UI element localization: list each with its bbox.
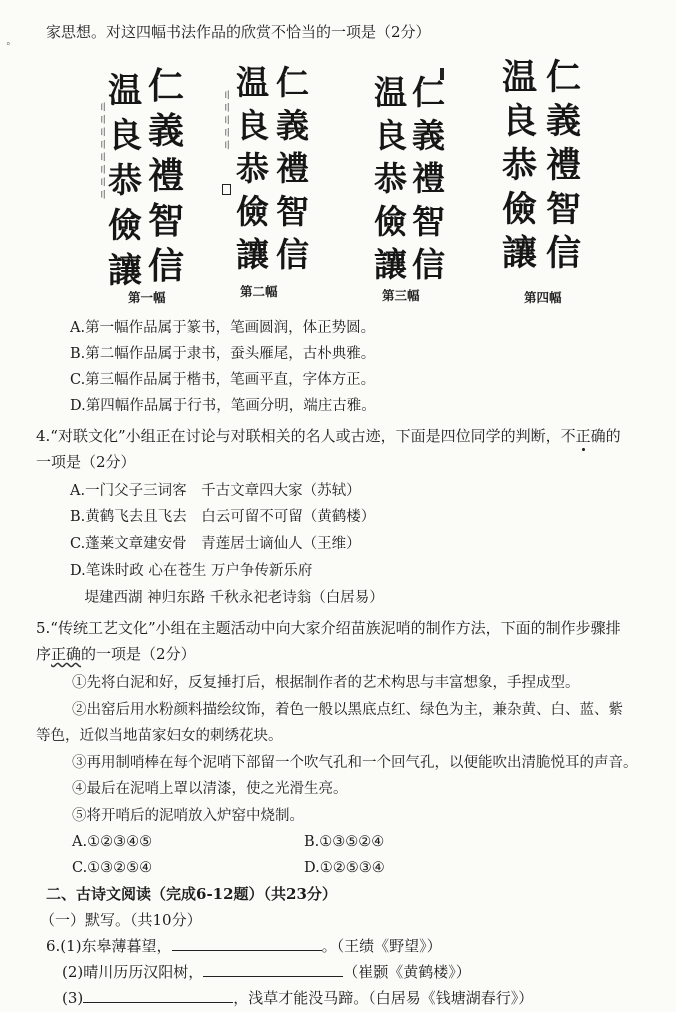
panel-4-char: 恭	[502, 145, 538, 186]
panel-4-char: 良	[502, 101, 538, 142]
q6-item-1	[46, 936, 442, 956]
q3-stem-tail: 家思想。对这四幅书法作品的欣赏不恰当的一项是（2分）	[46, 23, 431, 41]
q6-item-2-source: （崔颢《黄鹤楼》）	[343, 963, 471, 981]
q4-stem-line-1	[36, 426, 621, 446]
q5-option-c: C.①③②⑤④	[72, 860, 153, 876]
panel-1-inscription: 〢〢〢〢〢〢〢〢	[96, 102, 107, 202]
panel-2-char: 讓	[236, 235, 269, 274]
q4-option-c: C.蓬莱文章建安骨 青莲居士谪仙人（王维）	[70, 536, 361, 552]
q4-emphasis	[561, 427, 606, 445]
panel-2-char: 恭	[236, 149, 269, 188]
panel-1-char: 恭	[108, 161, 142, 201]
panel-1-char: 信	[148, 245, 185, 287]
panel-1-char: 禮	[148, 155, 185, 197]
panel-2-char: 仁	[276, 63, 309, 102]
q6-item-3-blank[interactable]	[83, 988, 233, 1003]
q4-option-a: A.一门父子三词客 千古文章四大家（苏轼）	[70, 483, 361, 499]
panel-4-char: 禮	[546, 145, 582, 186]
q5-stem-text-end: 的一项是（2分）	[81, 645, 196, 663]
q3-option-b: B.第二幅作品属于隶书，蚕头雁尾，古朴典雅。	[70, 346, 376, 362]
q6-item-2-text: (2)晴川历历汉阳树，	[62, 963, 204, 981]
q4-option-d: D.笔诛时政 心在苍生 万户争传新乐府	[70, 563, 313, 579]
q5-step-4: ④最后在泥哨上罩以清漆，使之光滑生亮。	[72, 781, 348, 797]
q4-option-d-cont: 堤建西湖 神归东路 千秋永祀老诗翁（白居易）	[70, 590, 384, 606]
q4-stem-line-2: 一项是（2分）	[36, 453, 136, 471]
calligraphy-panel-4	[500, 56, 590, 281]
q3-option-d: D.第四幅作品属于行书，笔画分明，端庄古雅。	[70, 398, 376, 414]
panel-3-char: 仁	[412, 73, 445, 112]
q5-step-2: ②出窑后用水粉颜料描绘纹饰，着色一般以黑底点红、绿色为主，兼杂黄、白、蓝、紫	[72, 702, 623, 718]
panel-4-caption: 第四幅	[524, 290, 562, 305]
q5-option-a: A.①②③④⑤	[72, 834, 153, 850]
q4-emphasis-text: 不正确	[560, 427, 606, 445]
panel-2-char: 温	[236, 63, 269, 102]
panel-1-char: 温	[108, 71, 142, 111]
panel-4-char: 讓	[502, 233, 538, 274]
q4-stem-text-end: 的	[605, 427, 621, 445]
q4-option-b: B.黄鹤飞去且飞去 白云可留不可留（黄鹤楼）	[70, 509, 376, 525]
panel-2-char: 良	[236, 106, 269, 145]
panel-1-char: 儉	[108, 206, 142, 246]
section-2-subtitle: （一）默写。（共10分）	[40, 911, 202, 929]
panel-3-char: 信	[412, 245, 445, 284]
q6-item-1-source: 。（王绩《野望》）	[321, 937, 442, 955]
q5-stem-line-2	[36, 644, 196, 664]
panel-1-caption: 第一幅	[128, 290, 166, 305]
q4-stem-text: 4.“对联文化”小组正在讨论与对联相关的名人或古迹，下面是四位同学的判断，	[36, 427, 561, 445]
panel-2-char: 義	[276, 106, 309, 145]
q5-stem-line-1: 5.“传统工艺文化”小组在主题活动中向大家介绍苗族泥哨的制作方法，下面的制作步骤排	[36, 619, 621, 637]
panel-1-char: 智	[148, 200, 185, 242]
q5-step-3: ③再用制哨棒在每个泥哨下部留一个吹气孔和一个回气孔，以便能吹出清脆悦耳的声音。	[72, 755, 638, 771]
panel-1-char: 良	[108, 116, 142, 156]
q5-step-1: ①先将白泥和好，反复捶打后，根据制作者的艺术构思与丰富想象，手捏成型。	[72, 675, 580, 691]
panel-4-char: 温	[502, 57, 538, 98]
panel-1-char: 仁	[148, 65, 185, 107]
q6-item-3-text: (3)	[62, 989, 84, 1007]
panel-3-char: 義	[412, 116, 445, 155]
panel-2-char: 禮	[276, 149, 309, 188]
panel-4-char: 儉	[502, 189, 538, 230]
panel-2-char: 信	[276, 235, 309, 274]
q6-item-3	[62, 988, 533, 1008]
panel-2-caption: 第二幅	[240, 284, 278, 299]
panel-3-char: 良	[374, 116, 407, 155]
panel-1-char: 義	[148, 110, 185, 152]
panel-3-char: 讓	[374, 245, 407, 284]
panel-1-char: 讓	[108, 251, 142, 291]
panel-3-char: 恭	[374, 159, 407, 198]
q5-stem-text: 序	[36, 645, 52, 663]
q6-item-3-source: ，浅草才能没马蹄。（白居易《钱塘湖春行》）	[233, 989, 534, 1007]
calligraphy-panel-1	[92, 62, 202, 307]
section-2-title: 二、古诗文阅读（完成6-12题）（共23分）	[46, 885, 337, 903]
panel-4-char: 義	[546, 101, 582, 142]
panel-4-char: 智	[546, 189, 582, 230]
panel-2-char: 智	[276, 192, 309, 231]
panel-3-char: 禮	[412, 159, 445, 198]
panel-2-seal	[222, 184, 231, 195]
q5-option-d: D.①②⑤③④	[304, 860, 385, 876]
q3-option-a: A.第一幅作品属于篆书，笔画圆润，体正势圆。	[70, 320, 376, 336]
panel-3-char: 温	[374, 73, 407, 112]
q5-option-b: B.①③⑤②④	[304, 834, 385, 850]
q6-item-2-blank[interactable]	[203, 962, 343, 977]
q5-emphasis: 正确	[51, 645, 82, 663]
panel-3-char: 智	[412, 202, 445, 241]
margin-mark: °	[6, 42, 11, 52]
q6-item-2	[62, 962, 471, 982]
panel-3-char: 儉	[374, 202, 407, 241]
q5-step-5: ⑤将开哨后的泥哨放入炉窑中烧制。	[72, 808, 304, 824]
q3-option-c: C.第三幅作品属于楷书，笔画平直，字体方正。	[70, 372, 376, 388]
panel-2-inscription: 〢〢〢〢〢	[220, 90, 231, 153]
q6-item-1-text: 6.(1)东皋薄暮望，	[46, 937, 172, 955]
panel-3-caption: 第三幅	[382, 288, 420, 303]
panel-2-char: 儉	[236, 192, 269, 231]
calligraphy-panel-3	[370, 68, 480, 288]
panel-4-char: 信	[546, 233, 582, 274]
q6-item-1-blank[interactable]	[172, 936, 322, 951]
q5-step-2-cont: 等色，近似当地苗家妇女的刺绣花块。	[36, 728, 283, 744]
calligraphy-panel-2	[220, 62, 338, 282]
panel-4-char: 仁	[546, 57, 582, 98]
